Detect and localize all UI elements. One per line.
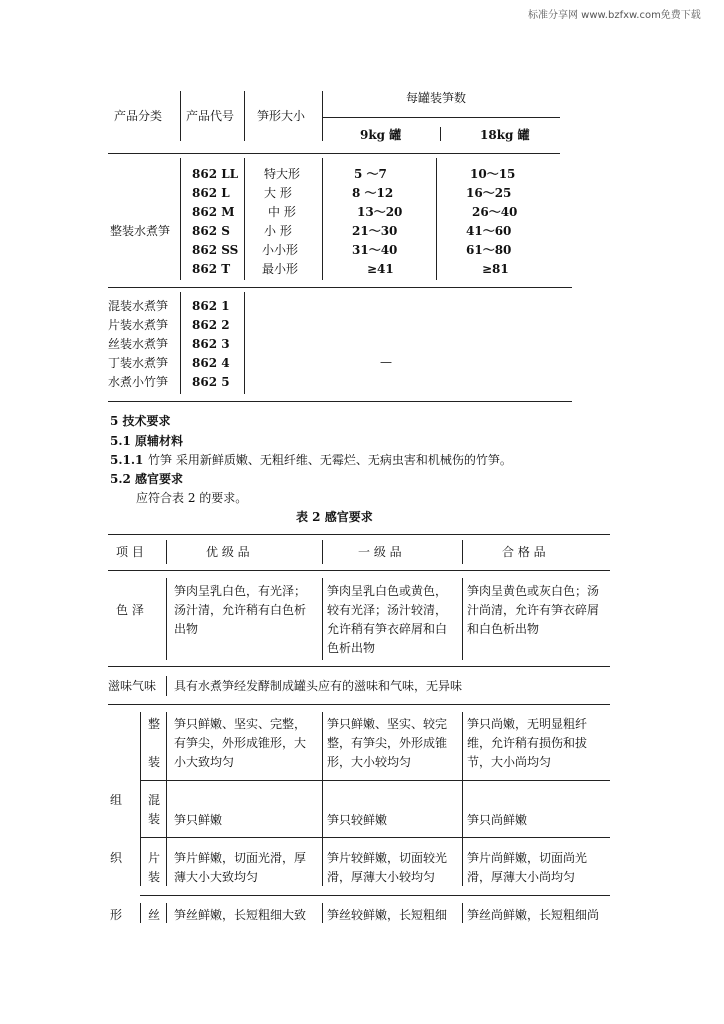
whole-category-label: 整装水煮笋	[110, 224, 171, 238]
cell-line: 笋肉呈黄色或灰白色；汤	[467, 584, 600, 598]
org-label-char: 织	[110, 851, 123, 865]
cell-line: 笋只鲜嫩、坚实、较完	[327, 717, 448, 731]
table2-rule	[108, 666, 610, 667]
header-can18: 18kg 罐	[480, 128, 530, 142]
org-strip-sublabel: 丝	[148, 908, 161, 922]
table2-vline	[140, 712, 141, 886]
cell-line: 整，有笋尖，外形成锥	[327, 736, 448, 750]
org-mixed-sublabel	[148, 791, 160, 829]
row-can9: 31～40	[352, 243, 398, 257]
header-category: 产品分类	[114, 109, 163, 123]
row-can18: 10～15	[470, 167, 516, 181]
cell-line: 整	[148, 717, 161, 731]
table2-vline	[322, 903, 323, 923]
table2-header-rule	[108, 570, 610, 571]
table2-rule	[140, 895, 610, 896]
other-code: 862 3	[192, 337, 230, 351]
header-can9: 9kg 罐	[360, 128, 402, 142]
color-label: 色 泽	[116, 603, 144, 617]
table2-vline	[166, 578, 167, 660]
cell-line: 较有光泽；汤汁较清，	[327, 603, 448, 617]
other-category: 丁装水煮笋	[108, 356, 169, 370]
row-can18: 16～25	[466, 186, 512, 200]
row-code: 862 LL	[192, 167, 239, 181]
table2-vline	[322, 540, 323, 564]
section-5-2-heading: 5.2 感官要求	[110, 472, 184, 486]
table2-vline	[462, 578, 463, 660]
other-code: 862 1	[192, 299, 230, 313]
cell-line: 片	[148, 851, 161, 865]
cell-line: 笋片鲜嫩，切面光滑，厚	[174, 851, 307, 865]
section-5-1-heading: 5.1 原辅材料	[110, 434, 184, 448]
row-can18: 26～40	[472, 205, 518, 219]
cell-line: 薄大小大致均匀	[174, 870, 259, 884]
org-label-char: 形	[110, 908, 123, 922]
org-strip-premium: 笋丝鲜嫩，长短粗细大致	[174, 908, 307, 922]
other-code: 862 2	[192, 318, 230, 332]
cell-line: 混	[148, 793, 161, 807]
table1-bottom-rule	[108, 401, 572, 402]
org-whole-first	[327, 715, 447, 772]
table2-vline	[140, 903, 141, 923]
table1-header-rule	[108, 153, 560, 154]
org-whole-premium	[174, 715, 306, 772]
section-5-1-1-number: 5.1.1	[110, 453, 144, 467]
cell-line: 形，大小较均匀	[327, 755, 412, 769]
table2-vline	[166, 540, 167, 564]
dash-mark: —	[380, 355, 392, 369]
row-code: 862 SS	[192, 243, 239, 257]
row-shape: 中 形	[268, 205, 296, 219]
org-mixed-premium: 笋只鲜嫩	[174, 813, 223, 827]
table1-vline	[436, 158, 437, 280]
header-per-can: 每罐装笋数	[406, 91, 467, 105]
org-mixed-first: 笋只较鲜嫩	[327, 813, 388, 827]
other-category: 片装水煮笋	[108, 318, 169, 332]
table1-mid-rule	[108, 287, 572, 288]
section-5-1-1-text: 竹笋 采用新鲜质嫩、无粗纤维、无霉烂、无病虫害和机械伤的竹笋。	[148, 453, 512, 467]
table1-vline	[180, 91, 181, 141]
header-shape: 笋形大小	[257, 109, 306, 123]
cell-line: 装	[148, 812, 161, 826]
org-slice-first	[327, 849, 447, 887]
org-slice-sublabel	[148, 849, 160, 887]
table1-vline	[244, 292, 245, 394]
row-shape: 最小形	[262, 262, 299, 276]
table1-vline	[322, 91, 323, 141]
table1-vline	[180, 292, 181, 394]
header-code: 产品代号	[186, 109, 235, 123]
section-5-heading: 5 技术要求	[110, 414, 171, 428]
table1-vline	[322, 158, 323, 280]
cell-line: 有笋尖，外形成锥形，大	[174, 736, 307, 750]
row-code: 862 M	[192, 205, 235, 219]
row-can9: 5 ～7	[354, 167, 387, 181]
row-can18: 61～80	[466, 243, 512, 257]
row-can18: ≥81	[482, 262, 509, 276]
cell-line: 维，允许稍有损伤和拔	[467, 736, 588, 750]
color-first	[327, 582, 447, 658]
color-qualified	[467, 582, 599, 639]
org-strip-qualified: 笋丝尚鲜嫩，长短粗细尚	[467, 908, 600, 922]
org-whole-sublabel	[148, 715, 160, 772]
table2-vline	[166, 903, 167, 923]
row-shape: 特大形	[264, 167, 301, 181]
table2-vline	[322, 578, 323, 660]
cell-line: 滑，厚薄大小尚均匀	[467, 870, 576, 884]
row-shape: 小小形	[262, 243, 299, 257]
row-can18: 41～60	[466, 224, 512, 238]
cell-line: 装	[148, 870, 161, 884]
org-strip-first: 笋丝较鲜嫩，长短粗细	[327, 908, 448, 922]
cell-line: 笋肉呈乳白色，有光泽；	[174, 584, 307, 598]
table2-vline	[322, 712, 323, 886]
header-grade-qualified: 合 格 品	[502, 545, 546, 559]
row-shape: 大 形	[264, 186, 292, 200]
section-5-2-text: 应符合表 2 的要求。	[136, 491, 248, 505]
watermark: 标准分享网 www.bzfxw.com免费下载	[528, 10, 701, 21]
cell-line: 笋只鲜嫩、坚实、完整，	[174, 717, 307, 731]
taste-label: 滋味气味	[108, 679, 157, 693]
table2-top-rule	[108, 534, 610, 535]
row-can9: 8 ～12	[352, 186, 394, 200]
other-category: 丝装水煮笋	[108, 337, 169, 351]
table1-vline	[244, 158, 245, 280]
taste-text: 具有水煮笋经发酵制成罐头应有的滋味和气味，无异味	[174, 679, 463, 693]
header-grade-premium: 优 级 品	[206, 545, 250, 559]
table1-subheader-rule	[322, 117, 560, 118]
org-slice-premium	[174, 849, 306, 887]
cell-line: 滑，厚薄大小较均匀	[327, 870, 436, 884]
org-slice-qualified	[467, 849, 587, 887]
table2-caption: 表 2 感官要求	[296, 510, 373, 524]
row-code: 862 L	[192, 186, 230, 200]
table1-vline	[244, 91, 245, 141]
row-code: 862 T	[192, 262, 231, 276]
cell-line: 和白色析出物	[467, 622, 540, 636]
cell-line: 汁尚清，允许有笋衣碎屑	[467, 603, 600, 617]
row-can9: 13～20	[357, 205, 403, 219]
cell-line: 笋片较鲜嫩，切面较光	[327, 851, 448, 865]
row-can9: 21～30	[352, 224, 398, 238]
header-item: 项 目	[116, 545, 144, 559]
table2-vline	[462, 903, 463, 923]
table2-vline	[462, 540, 463, 564]
header-grade-first: 一 级 品	[358, 545, 402, 559]
cell-line: 笋片尚鲜嫩，切面尚光	[467, 851, 588, 865]
cell-line: 色析出物	[327, 641, 376, 655]
row-shape: 小 形	[264, 224, 292, 238]
color-premium	[174, 582, 306, 639]
table2-rule	[140, 837, 610, 838]
cell-line: 笋肉呈乳白色或黄色，	[327, 584, 448, 598]
cell-line: 节，大小尚均匀	[467, 755, 552, 769]
cell-line: 出物	[174, 622, 199, 636]
row-code: 862 S	[192, 224, 230, 238]
other-code: 862 4	[192, 356, 230, 370]
table2-rule	[140, 780, 610, 781]
org-label-char: 组	[110, 793, 123, 807]
cell-line: 笋只尚嫩，无明显粗纤	[467, 717, 588, 731]
table2-vline	[462, 712, 463, 886]
org-mixed-qualified: 笋只尚鲜嫩	[467, 813, 528, 827]
table2-vline	[166, 712, 167, 886]
table1-vline	[180, 158, 181, 280]
row-can9: ≥41	[367, 262, 394, 276]
cell-line: 允许稍有笋衣碎屑和白	[327, 622, 448, 636]
table2-vline	[166, 676, 167, 696]
other-category: 混装水煮笋	[108, 299, 169, 313]
cell-line: 装	[148, 755, 161, 769]
table1-vline	[440, 127, 441, 141]
org-whole-qualified	[467, 715, 587, 772]
table2-rule	[108, 704, 610, 705]
cell-line: 汤汁清，允许稍有白色析	[174, 603, 307, 617]
other-category: 水煮小竹笋	[108, 375, 169, 389]
cell-line: 小大致均匀	[174, 755, 235, 769]
other-code: 862 5	[192, 375, 230, 389]
